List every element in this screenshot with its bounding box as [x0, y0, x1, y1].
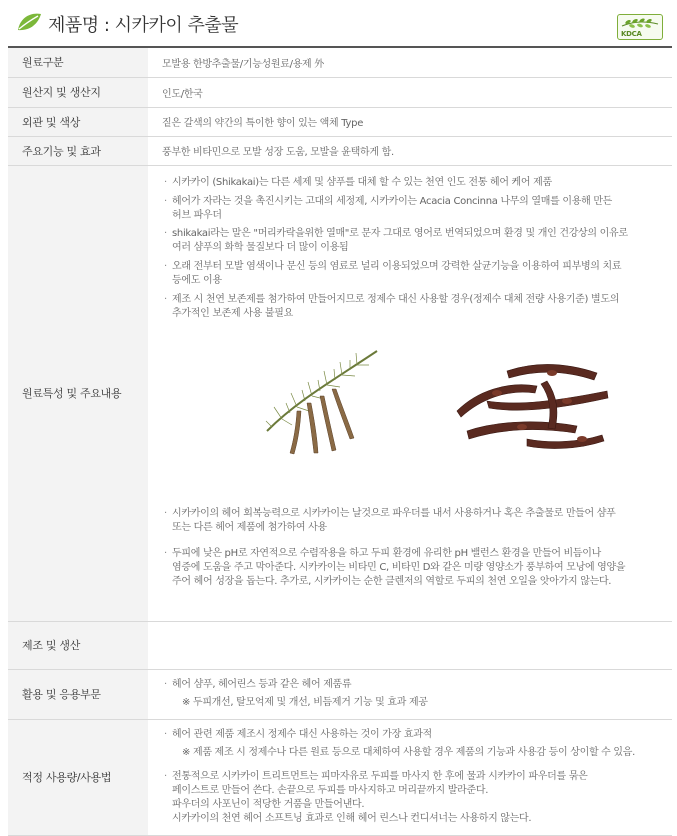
bullet-text: · 헤어 관련 제품 제조시 정제수 대신 사용하는 것이 가장 효과적 [162, 728, 671, 742]
page-title: 제품명 : 시카카이 추출물 [48, 15, 239, 36]
shikakai-branch-image [262, 341, 402, 461]
bullet-text-cont: 시카카이의 천연 헤어 소프트닝 효과로 인해 헤어 린스나 컨디셔너는 사용하지 않는다. [172, 812, 532, 824]
row-value [148, 719, 672, 835]
spec-row [8, 669, 672, 719]
bullet-text-cont: 파우더의 사포닌이 적당한 거품을 만들어낸다. [172, 798, 365, 810]
row-value-highlight: 풍부한 비타민으로 모발 성장 도움, 모발을 윤택하게 함. [148, 136, 672, 165]
row-label: 외관 및 색상 [8, 107, 148, 136]
note-text: ※ 두피개선, 탈모억제 및 개선, 비듬제거 기능 및 효과 제공 [182, 697, 428, 708]
spec-row [8, 107, 672, 136]
bullet-text: · shikakai라는 말은 "머리카락을위한 열매"로 문자 그대로 영어로 번역되었으며 환경 및 개인 건강상의 이유로 [162, 227, 671, 241]
spec-row [8, 719, 672, 835]
logo-text: KDCA [621, 30, 642, 38]
leaf-branch-icon [618, 16, 662, 30]
bullet-text-cont: 허브 파우더 [172, 209, 222, 221]
product-spec-table [8, 46, 672, 836]
bullet-text: · 헤어 샴푸, 헤어린스 등과 같은 헤어 제품류 [162, 678, 671, 692]
row-label: 원료구분 [8, 47, 148, 77]
row-value: 짙은 갈색의 약간의 특이한 향이 있는 액체 Type [148, 107, 672, 136]
spec-row [8, 136, 672, 165]
note-text: ※ 제품 제조 시 정제수나 다른 원료 등으로 대체하여 사용할 경우 제품의 기능과 사용감 등이 상이할 수 있음. [182, 746, 636, 758]
row-label: 주요기능 및 효과 [8, 136, 148, 165]
bullet-text-cont: 여러 샴푸의 화학 물질보다 더 많이 이용됨 [172, 241, 349, 253]
bullet-text-cont: 페이스트로 만들어 쓴다. 손끝으로 두피를 마사지하고 머리끝까지 발라준다. [172, 784, 489, 796]
bullet-text: · 두피에 낮은 pH로 자연적으로 수렴작용을 하고 두피 환경에 유리한 pH 밸런스 환경을 만들어 비듬이나 [162, 547, 671, 561]
spec-row [8, 47, 672, 77]
bullet-text-cont: 등에도 이용 [172, 274, 222, 286]
shikakai-pods-image [447, 351, 617, 451]
row-label: 원산지 및 생산지 [8, 77, 148, 107]
row-value [148, 165, 672, 621]
bullet-text: · 전통적으로 시카카이 트리트먼트는 피마자유로 두피를 마사지 한 후에 물과 시카카이 파우더를 묶은 [162, 770, 671, 784]
bullet-text-cont: 염증에 도움을 주고 막아준다. 시카카이는 비타민 C, 비타민 D와 같은 미량 영양소가 풍부하여 모낭에 영양을 [172, 561, 626, 573]
spec-row [8, 621, 672, 669]
bullet-text: · 제조 시 천연 보존제를 첨가하여 만들어지므로 정제수 대신 사용할 경우(정제수 대체 전량 사용기준) 별도의 [162, 293, 671, 307]
row-label: 활용 및 응용부문 [8, 669, 148, 719]
bullet-text: · 헤어가 자라는 것을 촉진시키는 고대의 세정제, 시카카이는 Acacia Concinna 나무의 열매를 이용해 만든 [162, 195, 671, 209]
bullet-text: · 오래 전부터 모발 염색이나 문신 등의 염료로 널리 이용되었으며 강력한 살균기능을 이용하여 피부병의 치료 [162, 260, 671, 274]
bullet-text: · 시카카이 (Shikakai)는 다른 세제 및 샴푸를 대체 할 수 있는 천연 인도 전통 헤어 케어 제품 [162, 176, 671, 190]
page-header [0, 0, 677, 46]
spec-row [8, 165, 672, 621]
bullet-text-cont: 추가적인 보존제 사용 불필요 [172, 307, 293, 319]
spec-row [8, 77, 672, 107]
bullet-text-cont: 주어 헤어 성장을 돕는다. 추가로, 시카카이는 순한 클렌저의 역할로 두피의 천연 오일을 앗아가지 않는다. [172, 575, 612, 587]
kdca-logo [617, 14, 663, 40]
bullet-text-cont: 또는 다른 헤어 제품에 첨가하여 사용 [172, 521, 327, 533]
bullet-text: · 시카카이의 헤어 회복능력으로 시카카이는 날것으로 파우더를 내서 사용하거나 혹은 추출물로 만들어 샴푸 [162, 507, 671, 521]
row-value: 모발용 한방추출물/기능성원료/용제 外 [148, 47, 672, 77]
row-label: 원료특성 및 주요내용 [8, 165, 148, 621]
row-label: 적정 사용량/사용법 [8, 719, 148, 835]
row-value: 인도/한국 [148, 77, 672, 107]
row-value-empty [148, 621, 672, 669]
row-value [148, 669, 672, 719]
leaf-icon [16, 12, 42, 32]
shikakai-images [162, 335, 671, 505]
row-label: 제조 및 생산 [8, 621, 148, 669]
